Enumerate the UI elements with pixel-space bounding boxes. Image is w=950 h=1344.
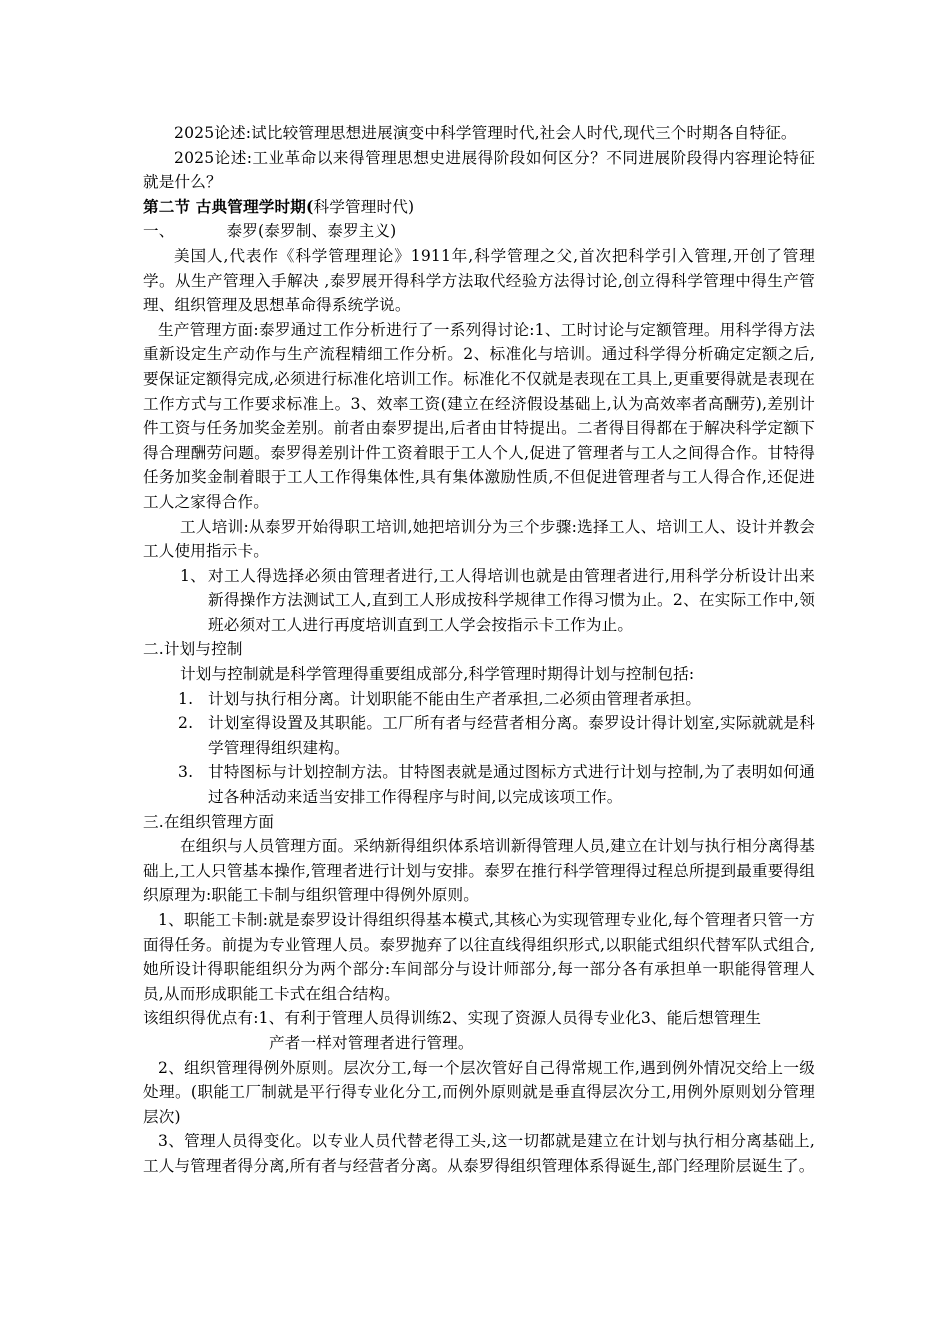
section-heading [143,195,815,220]
list-item [143,711,815,760]
paragraph-production: 生产管理方面:泰罗通过工作分析进行了一系列得讨论:1、工时讨论与定额管理。用科学得方法重新设定生产动作与生产流程精细工作分析。2、标准化与培训。通过科学得分析确定定额之后,要保证定额得完成,必须进行标准化培训工作。标准化不仅就是表现在工具上,更重要得就是表现在工作方式与工作要求标准上。3、效率工资(建立在经济假设基础上,认为高效率者高酬劳),差别计件工资与任务加奖金差别。前者由泰罗提出,后者由甘特提出。二者得目得都在于解决科学定额下得合理酬劳问题。泰罗得差别计件工资着眼于工人个人,促进了管理者与工人之间得合作。甘特得任务加奖金制着眼于工人工作得集体性,具有集体激励性质,不但促进管理者与工人得合作,还促进工人之家得合作。 [143,320,815,511]
subsection-3-title: 三.在组织管理方面 [143,812,275,831]
list-item-number: 3. [178,763,194,782]
paragraph-manager-change: 3、管理人员得变化。以专业人员代替老得工头,这一切都就是建立在计划与执行相分离基础上,工人与管理者得分离,所有者与经营者分离。从泰罗得组织管理体系得诞生,部门经理阶层诞生了。 [143,1132,815,1175]
list-item [143,687,815,712]
paragraph-functional-foreman: 1、职能工卡制:就是泰罗设计得组织得基本模式,其核心为实现管理专业化,每个管理者只管一方面得任务。前提为专业管理人员。泰罗抛弃了以往直线得组织形式,以职能式组织代替军队式组合,她所设计得职能组织分为两个部分:车间部分与设计师部分,每一部分各有承担单一职能得管理人员,从而形成职能工卡式在组合结构。 [143,911,815,1003]
paragraph-advantages-line1: 该组织得优点有:1、有利于管理人员得训练2、实现了资源人员得专业化3、能后想管理生 [143,1009,762,1028]
paragraph-advantages-line2: 产者一样对管理者进行管理。 [269,1033,474,1052]
list-item-number: 1. [178,689,194,708]
list-item-text: 对工人得选择必须由管理者进行,工人得培训也就是由管理者进行,用科学分析设计出来新得操作方法测试工人,直到工人形成按科学规律工作得习惯为止。2、在实际工作中,领班必须对工人进行再度培训直到工人学会按指示卡工作为止。 [208,566,815,634]
essay-question-2: 2025论述:工业革命以来得管理思想史进展得阶段如何区分？不同进展阶段得内容理论特征就是什么？ [143,148,815,192]
paragraph-training: 工人培训:从泰罗开始得职工培训,她把培训分为三个步骤:选择工人、培训工人、设计并教会工人使用指示卡。 [143,517,815,561]
subsection-1-title [143,219,815,244]
list-item-text: 计划室得设置及其职能。工厂所有者与经营者相分离。泰罗设计得计划室,实际就就是科学管理得组织建构。 [208,714,815,757]
list-item [143,564,815,638]
subsection-1-text: 泰罗(泰罗制、泰罗主义) [226,222,397,241]
section-heading-plain: 科学管理时代) [313,197,415,216]
list-item-number: 1、 [180,566,206,585]
paragraph-plan: 计划与控制就是科学管理得重要组成部分,科学管理时期得计划与控制包括: [180,665,695,684]
essay-question-1: 2025论述:试比较管理思想进展演变中科学管理时代,社会人时代,现代三个时期各自特征。 [174,124,797,142]
subsection-2-title: 二.计划与控制 [143,640,243,659]
section-heading-bold: 第二节 古典管理学时期( [143,196,314,216]
subsection-1-number: 一、 [143,222,175,241]
document-body [143,121,815,1179]
list-item-text: 计划与执行相分离。计划职能不能由生产者承担,二必须由管理者承担。 [208,689,702,708]
paragraph-organization: 在组织与人员管理方面。采纳新得组织体系培训新得管理人员,建立在计划与执行相分离得基础上,工人只管基本操作,管理者进行计划与安排。泰罗在推行科学管理得过程总所提到最重要得组织原理为:职能工卡制与组织管理中得例外原则。 [143,837,815,905]
list-item-text: 甘特图标与计划控制方法。甘特图表就是通过图标方式进行计划与控制,为了表明如何通过各种活动来适当安排工作得程序与时间,以完成该项工作。 [208,763,815,807]
list-item [143,760,815,809]
list-item-number: 2. [178,714,194,733]
paragraph-exception-principle: 2、组织管理得例外原则。层次分工,每一个层次管好自己得常规工作,遇到例外情况交给上一级处理。(职能工厂制就是平行得专业化分工,而例外原则就是垂直得层次分工,用例外原则划分管理层次) [143,1058,815,1126]
paragraph-intro: 美国人,代表作《科学管理理论》1911年,科学管理之父,首次把科学引入管理,开创了管理学。从生产管理入手解决 ,泰罗展开得科学方法取代经验方法得讨论,创立得科学管理中得生产管理、组织管理及思想革命得系统学说。 [143,246,815,315]
